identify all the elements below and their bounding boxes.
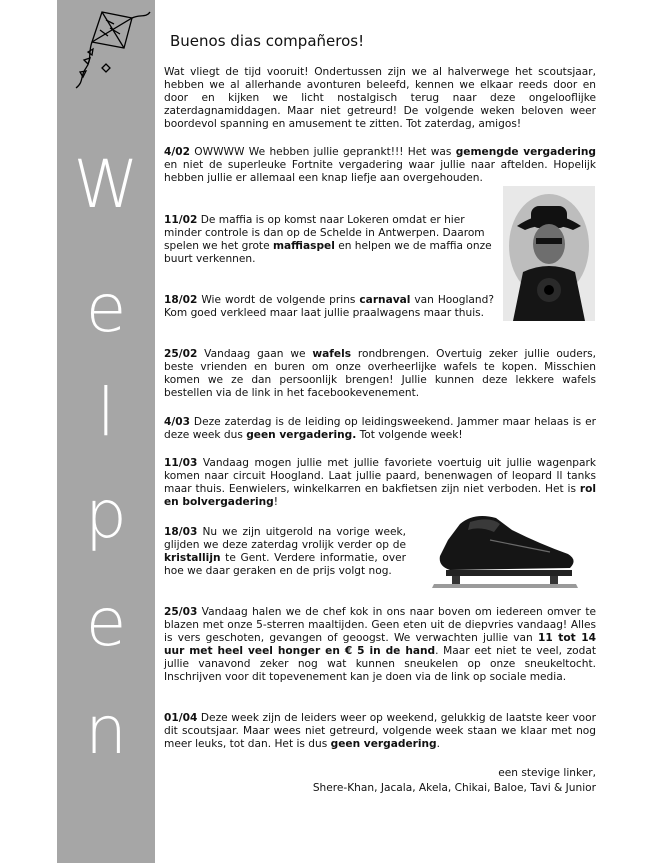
entry-text: te Gent. Verdere informatie, over hoe we daar geraken en de prijs volgt nog.: [164, 552, 406, 577]
entry-4-03: [164, 416, 596, 442]
entry-text: Vandaag mogen jullie met jullie favoriete voertuig uit jullie wagenpark komen naar circuit Hoogland. Laat jullie paard, benenwagen of leopard ll tanks maar thuis. Eenwielers, winkelkarren en bakfietsen zijn niet verboden. Het is: [164, 457, 596, 495]
side-letter-w: W: [73, 146, 139, 223]
entry-18-02: [164, 294, 494, 320]
speed-skate-image: [430, 510, 580, 592]
entry-text: !: [273, 496, 278, 508]
entry-text: Wie wordt de volgende prins: [197, 294, 360, 306]
intro-paragraph: Wat vliegt de tijd vooruit! Ondertussen zijn we al halverwege het scoutsjaar, hebben we al allerhande avonturen beleefd, kennen we elkaar reeds door en door en kijken we licht nostalgisch terug naar deze ongelooflijke zaterdagnamiddagen. Maar niet getreurd! De volgende weken beloven weer boordevol spanning en amusement te zitten. Tot zaterdag, amigos!: [164, 66, 596, 130]
entry-text: OWWWW We hebben jullie geprankt!!! Het was: [189, 146, 456, 158]
entry-highlight: geen vergadering.: [246, 429, 357, 441]
signers-line: Shere-Khan, Jacala, Akela, Chikai, Baloe, Tavi & Junior: [312, 782, 596, 794]
entry-highlight: maffiaspel: [272, 240, 335, 252]
entry-text: Vandaag gaan we: [197, 348, 313, 360]
entry-highlight: kristallijn: [164, 552, 221, 564]
entry-date: 11/03: [164, 457, 198, 469]
entry-text: .: [436, 738, 440, 750]
entry-25-02: [164, 348, 596, 400]
signoff-line: een stevige linker,: [498, 767, 596, 779]
mafia-photo: [503, 186, 595, 321]
entry-highlight: gemengde vergadering: [455, 146, 596, 158]
entry-text: van Hoogland? Kom goed verkleed maar laat jullie praalwagens maar thuis.: [164, 294, 494, 319]
entry-11-03: [164, 457, 596, 509]
entry-date: 25/02: [164, 348, 198, 360]
entry-date: 18/02: [164, 294, 198, 306]
entry-18-03: [164, 526, 406, 578]
entry-date: 11/02: [164, 214, 198, 226]
entry-highlight: 11 tot 14 uur met heel veel honger en € 5 in de hand: [164, 632, 596, 657]
entry-text: De maffia is op komst naar Lokeren omdat er hier minder controle is dan op de Schelde in Antwerpen. Daarom spelen we het grote: [164, 214, 485, 252]
entry-date: 18/03: [164, 526, 198, 538]
entry-date: 4/02: [164, 146, 190, 158]
entry-highlight: carnaval: [359, 294, 411, 306]
entry-text: Deze week zijn de leiders weer op weekend, gelukkig de laatste keer voor dit scoutsjaar. Maar wees niet getreurd, volgende week staan we klaar met nog meer leuks, tot dan. Het is dus: [164, 712, 596, 750]
entry-text: Deze zaterdag is de leiding op leidingsweekend. Jammer maar helaas is er deze week dus: [164, 416, 596, 441]
entry-highlight: geen vergadering: [330, 738, 437, 750]
entry-highlight: wafels: [312, 348, 352, 360]
entry-text: en niet de superleuke Fortnite vergadering waar jullie naar aftelden. Hopelijk hebben jullie er allemaal een knap liefje aan overgehouden.: [164, 159, 596, 184]
side-letter-e2: e: [85, 584, 127, 661]
entry-01-04: [164, 712, 596, 751]
entry-highlight: rol en bolvergadering: [164, 483, 596, 508]
entry-text: en helpen we de maffia onze buurt verkennen.: [164, 240, 492, 265]
entry-text: . Maar eet niet te veel, zodat jullie vanavond zeker nog wat kunnen sneukelen op onze sneukeltocht. Inschrijven voor dit topevenement kan je doen via de link op sociale media.: [164, 645, 596, 683]
side-letter-e: e: [85, 270, 127, 347]
side-letter-p: p: [85, 476, 127, 553]
entry-text: rondbrengen. Overtuig zeker jullie ouders, beste vrienden en buren om onze overheerlijke wafels te kopen. Misschien komen we ze dan persoonlijk brengen! Jullie kunnen deze lekkere wafels bestellen via de link in het facebookevenement.: [164, 348, 597, 399]
entry-date: 4/03: [164, 416, 190, 428]
entry-11-02: [164, 214, 494, 266]
side-letter-l: l: [96, 374, 116, 451]
kite-drawing: [62, 8, 154, 92]
entry-text: Nu we zijn uitgerold na vorige week, glijden we deze zaterdag vrolijk verder op de: [164, 526, 406, 551]
entry-text: Vandaag halen we de chef kok in ons naar boven om iedereen omver te blazen met onze 5-sterren maaltijden. Geen eten uit de diepvries vandaag! Alles is vers geschoten, gevangen of geoogst. We verwachten jullie van: [164, 606, 596, 644]
entry-text: Tot volgende week!: [356, 429, 463, 441]
page-title: Buenos dias compañeros!: [170, 32, 365, 50]
entry-date: 01/04: [164, 712, 198, 724]
entry-date: 25/03: [164, 606, 198, 618]
entry-4-02: [164, 146, 596, 185]
side-letter-n: n: [85, 692, 127, 769]
entry-25-03: [164, 606, 596, 684]
